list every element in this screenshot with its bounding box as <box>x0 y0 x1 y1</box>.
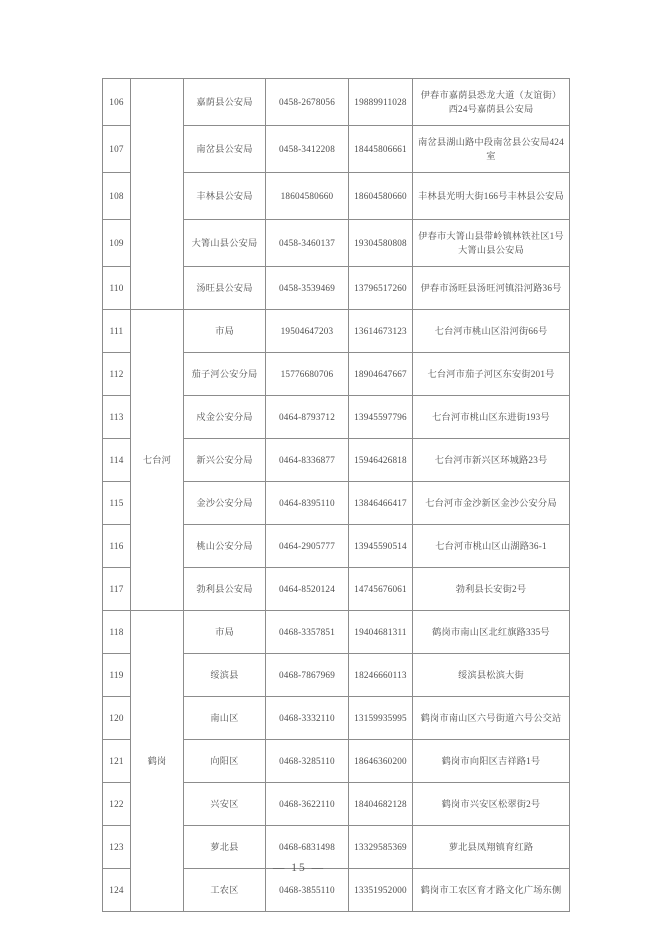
cell-index: 117 <box>103 568 131 611</box>
cell-mobile: 13329585369 <box>349 826 413 869</box>
cell-mobile: 18646360200 <box>349 740 413 783</box>
cell-address: 鹤岗市工农区育才路文化广场东侧 <box>413 869 570 912</box>
cell-mobile: 13351952000 <box>349 869 413 912</box>
table-row <box>103 611 570 654</box>
cell-city-group-yichun <box>131 79 184 310</box>
cell-telephone: 0468-3332110 <box>266 697 349 740</box>
cell-address: 七台河市金沙新区金沙公安分局 <box>413 482 570 525</box>
cell-address: 丰林县光明大街166号丰林县公安局 <box>413 173 570 220</box>
cell-mobile: 13796517260 <box>349 267 413 310</box>
cell-index: 108 <box>103 173 131 220</box>
cell-telephone: 19504647203 <box>266 310 349 353</box>
cell-telephone: 0468-7867969 <box>266 654 349 697</box>
cell-address: 七台河市桃山区东进街193号 <box>413 396 570 439</box>
cell-mobile: 14745676061 <box>349 568 413 611</box>
cell-mobile: 13945590514 <box>349 525 413 568</box>
cell-address: 七台河市桃山区沿河街66号 <box>413 310 570 353</box>
cell-mobile: 19889911028 <box>349 79 413 126</box>
cell-unit: 萝北县 <box>184 826 266 869</box>
cell-address: 伊春市大箐山县带岭镇林铁社区1号大箐山县公安局 <box>413 220 570 267</box>
cell-unit: 勃利县公安局 <box>184 568 266 611</box>
cell-address: 绥滨县松滨大街 <box>413 654 570 697</box>
cell-address: 伊春市嘉荫县恐龙大道（友谊街）西24号嘉荫县公安局 <box>413 79 570 126</box>
cell-mobile: 13945597796 <box>349 396 413 439</box>
cell-unit: 汤旺县公安局 <box>184 267 266 310</box>
cell-index: 123 <box>103 826 131 869</box>
cell-telephone: 0464-8395110 <box>266 482 349 525</box>
cell-index: 107 <box>103 126 131 173</box>
cell-index: 121 <box>103 740 131 783</box>
cell-unit: 丰林县公安局 <box>184 173 266 220</box>
table-row <box>103 79 570 126</box>
cell-address: 七台河市茄子河区东安街201号 <box>413 353 570 396</box>
cell-telephone: 18604580660 <box>266 173 349 220</box>
cell-address: 鹤岗市兴安区松翠街2号 <box>413 783 570 826</box>
cell-telephone: 0458-3460137 <box>266 220 349 267</box>
cell-address: 南岔县湖山路中段南岔县公安局424室 <box>413 126 570 173</box>
cell-mobile: 19404681311 <box>349 611 413 654</box>
cell-index: 120 <box>103 697 131 740</box>
cell-mobile: 18604580660 <box>349 173 413 220</box>
cell-address: 七台河市新兴区环城路23号 <box>413 439 570 482</box>
cell-index: 124 <box>103 869 131 912</box>
cell-telephone: 0468-6831498 <box>266 826 349 869</box>
cell-city-group-hegang: 鹤岗 <box>131 611 184 912</box>
cell-index: 118 <box>103 611 131 654</box>
cell-unit: 向阳区 <box>184 740 266 783</box>
cell-telephone: 0464-8336877 <box>266 439 349 482</box>
cell-index: 106 <box>103 79 131 126</box>
cell-index: 122 <box>103 783 131 826</box>
cell-address: 勃利县长安街2号 <box>413 568 570 611</box>
cell-unit: 兴安区 <box>184 783 266 826</box>
cell-telephone: 0468-3285110 <box>266 740 349 783</box>
cell-mobile: 19304580808 <box>349 220 413 267</box>
cell-mobile: 13614673123 <box>349 310 413 353</box>
cell-unit: 新兴公安分局 <box>184 439 266 482</box>
cell-index: 115 <box>103 482 131 525</box>
cell-index: 112 <box>103 353 131 396</box>
cell-index: 113 <box>103 396 131 439</box>
cell-index: 119 <box>103 654 131 697</box>
cell-telephone: 0458-2678056 <box>266 79 349 126</box>
cell-mobile: 15946426818 <box>349 439 413 482</box>
police-contact-table <box>102 78 570 912</box>
cell-unit: 嘉荫县公安局 <box>184 79 266 126</box>
table-body <box>103 79 570 912</box>
page-number: — 15 — <box>272 862 326 874</box>
cell-telephone: 0458-3539469 <box>266 267 349 310</box>
cell-telephone: 0464-8520124 <box>266 568 349 611</box>
cell-index: 114 <box>103 439 131 482</box>
cell-telephone: 0464-8793712 <box>266 396 349 439</box>
cell-unit: 大箐山县公安局 <box>184 220 266 267</box>
cell-address: 鹤岗市向阳区吉祥路1号 <box>413 740 570 783</box>
cell-telephone: 0468-3357851 <box>266 611 349 654</box>
cell-mobile: 18404682128 <box>349 783 413 826</box>
cell-address: 七台河市桃山区山湖路36-1 <box>413 525 570 568</box>
cell-index: 116 <box>103 525 131 568</box>
cell-unit: 工农区 <box>184 869 266 912</box>
cell-telephone: 0468-3622110 <box>266 783 349 826</box>
cell-mobile: 18445806661 <box>349 126 413 173</box>
cell-unit: 南岔县公安局 <box>184 126 266 173</box>
cell-mobile: 13159935995 <box>349 697 413 740</box>
cell-address: 鹤岗市南山区六号街道六号公交站 <box>413 697 570 740</box>
cell-unit: 戍金公安分局 <box>184 396 266 439</box>
cell-telephone: 15776680706 <box>266 353 349 396</box>
table-row <box>103 310 570 353</box>
cell-mobile: 18904647667 <box>349 353 413 396</box>
cell-unit: 茄子河公安分局 <box>184 353 266 396</box>
cell-unit: 市局 <box>184 611 266 654</box>
cell-telephone: 0464-2905777 <box>266 525 349 568</box>
cell-unit: 市局 <box>184 310 266 353</box>
cell-unit: 金沙公安分局 <box>184 482 266 525</box>
cell-address: 萝北县凤翔镇育红路 <box>413 826 570 869</box>
cell-address: 伊春市汤旺县汤旺河镇沿河路36号 <box>413 267 570 310</box>
cell-unit: 南山区 <box>184 697 266 740</box>
cell-telephone: 0458-3412208 <box>266 126 349 173</box>
cell-address: 鹤岗市南山区北红旗路335号 <box>413 611 570 654</box>
cell-index: 109 <box>103 220 131 267</box>
cell-telephone: 0468-3855110 <box>266 869 349 912</box>
cell-unit: 桃山公安分局 <box>184 525 266 568</box>
cell-index: 110 <box>103 267 131 310</box>
cell-city-group-qitaihe: 七台河 <box>131 310 184 611</box>
cell-mobile: 13846466417 <box>349 482 413 525</box>
cell-index: 111 <box>103 310 131 353</box>
cell-unit: 绥滨县 <box>184 654 266 697</box>
cell-mobile: 18246660113 <box>349 654 413 697</box>
